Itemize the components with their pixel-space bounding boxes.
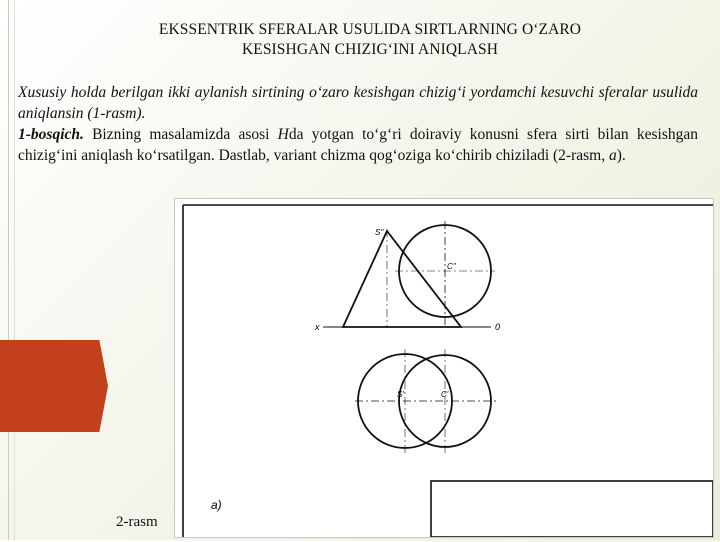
step-text-a: Bizning masalamizda asosi [83,126,278,143]
axis-x-label: x [315,322,320,332]
step-a: a [608,147,617,164]
title-block [431,481,713,537]
variant-label: a) [211,498,222,512]
step-h: H [277,126,289,143]
cone-front-view [343,231,461,327]
intro-paragraph: Xususiy holda berilgan ikki aylanish sirtining o‘zaro kesishgan chizig‘i yordamchi kesuvchi sferalar usulida aniqlansin (1-rasm). [18,84,698,122]
decorative-line [8,0,9,540]
axis-o-label: 0 [495,322,501,332]
technical-drawing [174,198,714,538]
apex-top-label: S' [397,390,404,399]
title-line-2: KESISHGAN CHIZIG‘INI ANIQLASH [241,41,499,58]
title-line-1: EKSSENTRIK SFERALAR USULIDA SIRTLARNING O‘ZARO [158,21,582,38]
page-title [60,20,680,60]
apex-front-label: S'' [375,228,384,237]
figure-caption: 2-rasm [116,514,158,530]
center-front-label: C'' [447,262,456,271]
decorative-line [14,0,15,540]
step-text-b: da yotgan to‘g‘ri doiraviy konusni sfera sirti bilan kesishgan chizig‘ini aniqlash ko‘rsatilgan. Dastlab, variant chizma qog‘oziga ko‘chirib chiziladi (2-rasm, [18,126,698,164]
body-text [18,82,698,166]
step-text-c: ). [616,147,626,164]
center-top-label: C' [441,390,449,399]
drawing-svg [175,199,713,537]
decorative-arrow-shape [0,340,108,432]
step-label: 1-bosqich. [18,126,84,143]
